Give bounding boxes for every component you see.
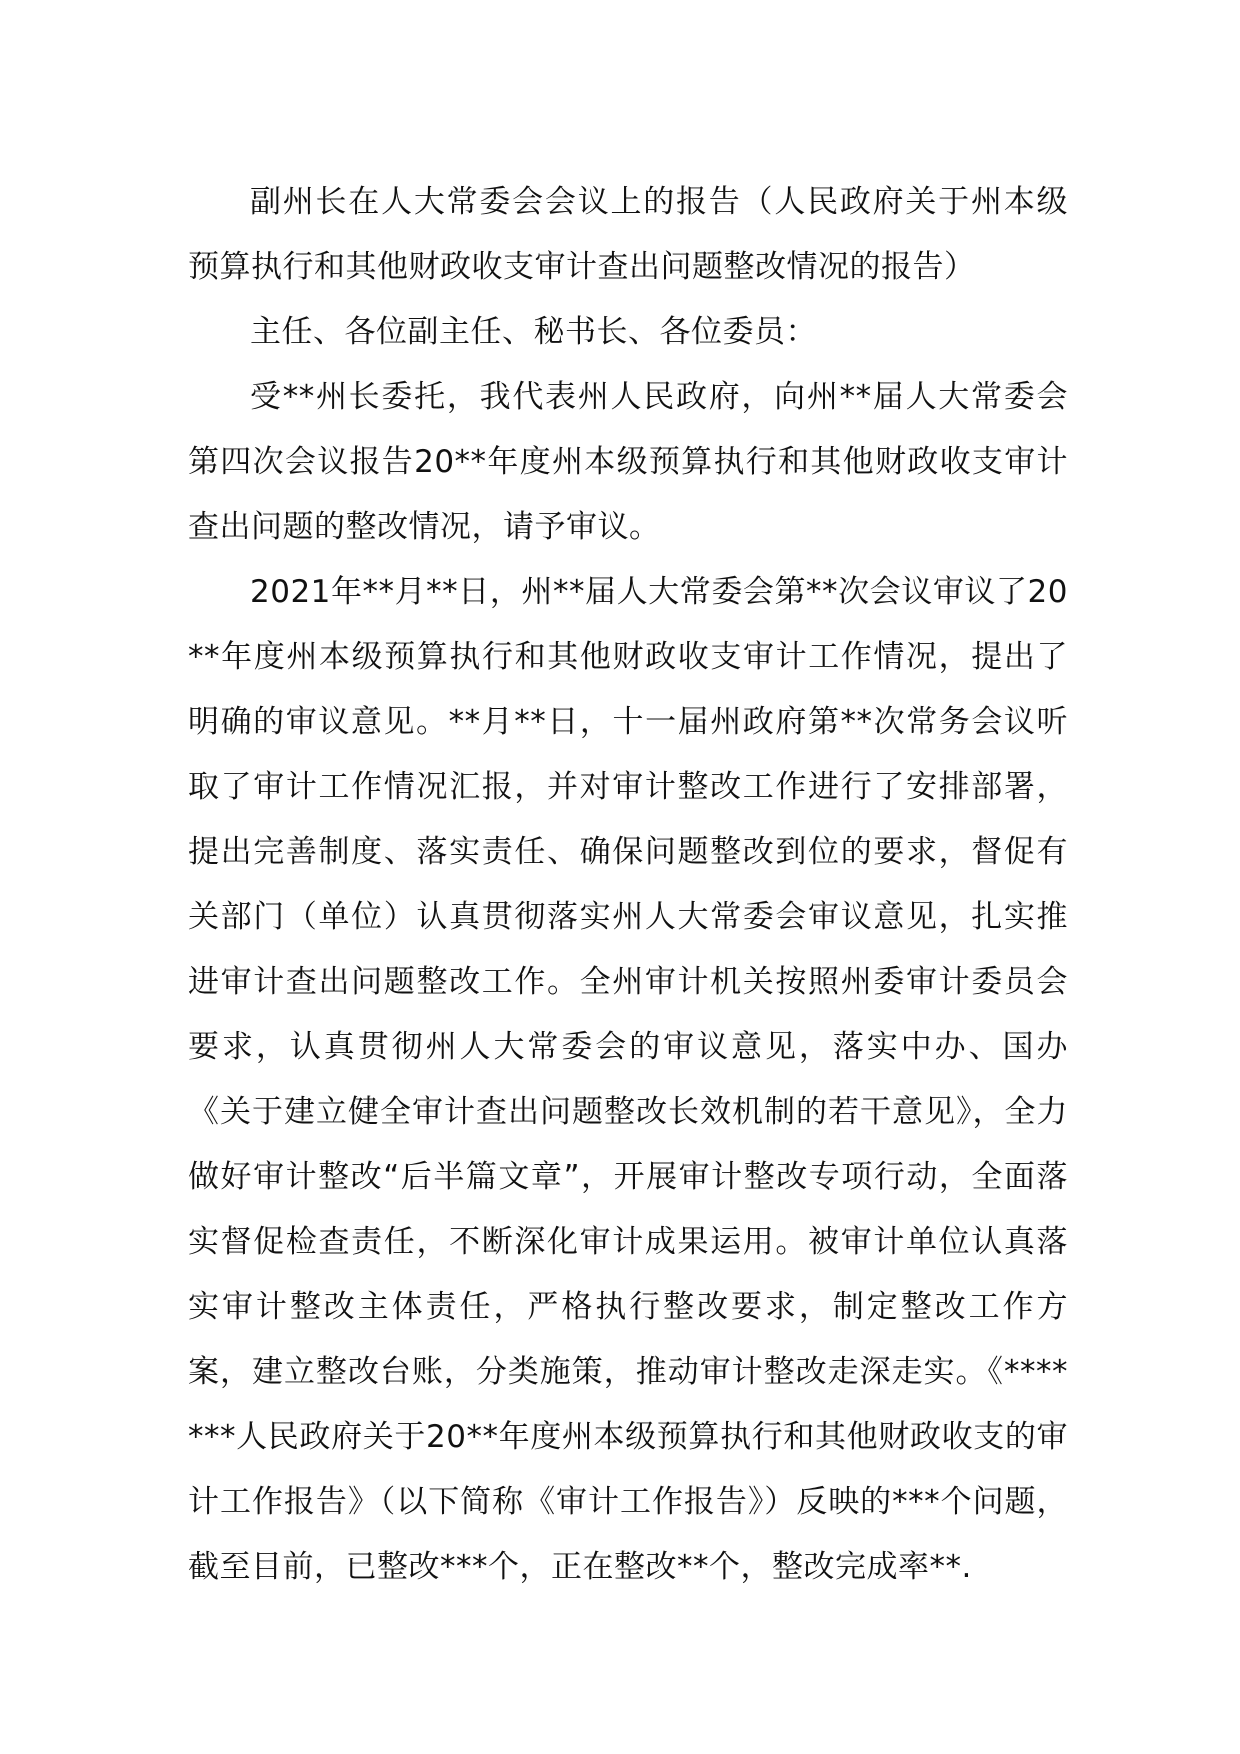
rectification-summary-paragraph: 2021年**月**日，州**届人大常委会第**次会议审议了20**年度州本级预算执行和其他财政收支审计工作情况，提出了明确的审议意见。**月**日，十一届州政府第**次常务会议听取了审计工作情况汇报，并对审计整改工作进行了安排部署，提出完善制度、落实责任、确保问题整改到位的要求，督促有关部门（单位）认真贯彻落实州人大常委会审议意见，扎实推进审计查出问题整改工作。全州审计机关按照州委审计委员会要求，认真贯彻州人大常委会的审议意见，落实中办、国办《关于建立健全审计查出问题整改长效机制的若干意见》，全力做好审计整改“后半篇文章”，开展审计整改专项行动，全面落实督促检查责任，不断深化审计成果运用。被审计单位认真落实审计整改主体责任，严格执行整改要求，制定整改工作方案，建立整改台账，分类施策，推动审计整改走深走实。《*******人民政府关于20**年度州本级预算执行和其他财政收支的审计工作报告》（以下简称《审计工作报告》）反映的***个问题，截至目前，已整改***个，正在整改**个，整改完成率**. <box>188 574 1068 1585</box>
intro-paragraph: 受**州长委托，我代表州人民政府，向州**届人大常委会第四次会议报告20**年度州本级预算执行和其他财政收支审计查出问题的整改情况，请予审议。 <box>188 379 1068 545</box>
report-title-paragraph: 副州长在人大常委会会议上的报告（人民政府关于州本级预算执行和其他财政收支审计查出问题整改情况的报告） <box>188 184 1068 285</box>
document-body <box>188 170 1068 1600</box>
salutation-paragraph: 主任、各位副主任、秘书长、各位委员： <box>250 314 817 350</box>
